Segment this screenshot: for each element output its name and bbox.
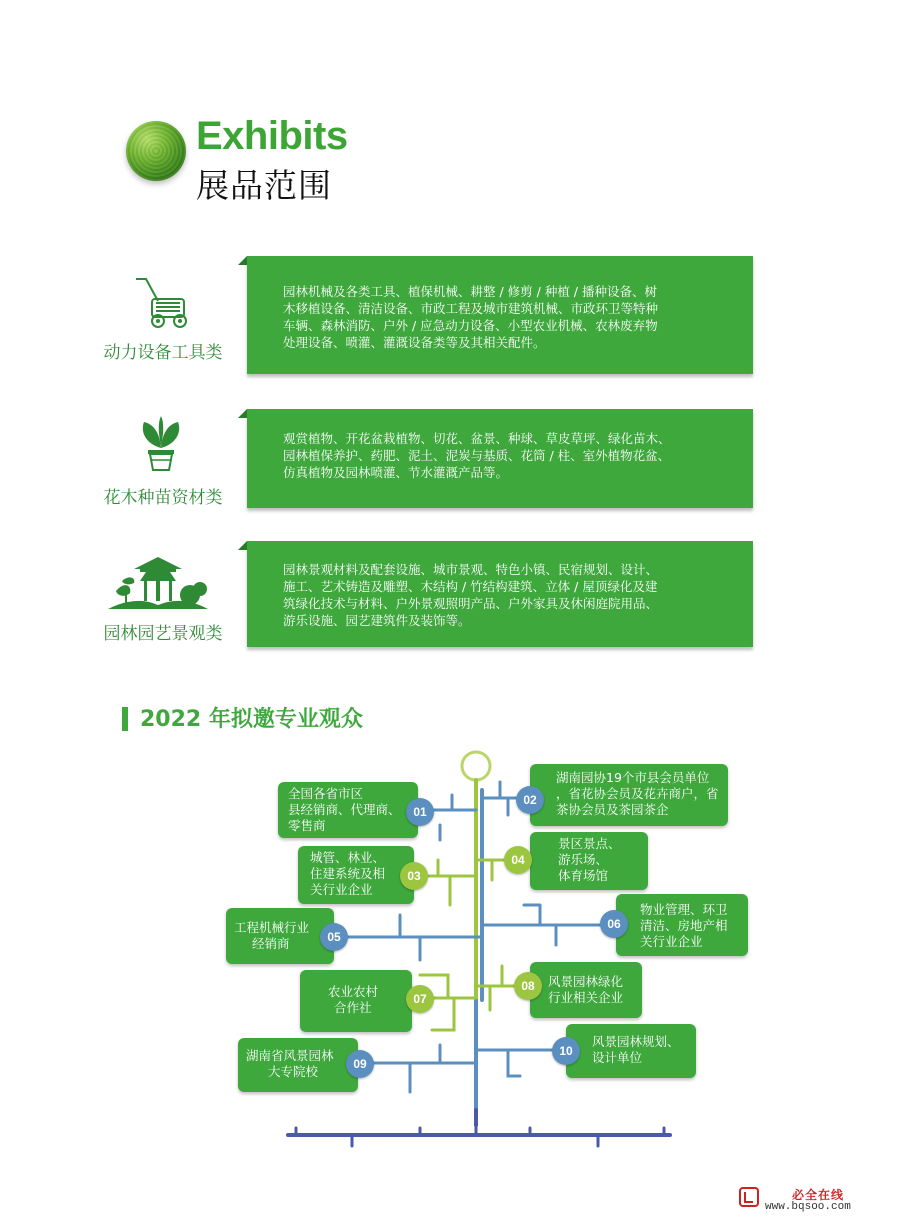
watermark-logo-icon bbox=[738, 1186, 760, 1208]
audience-node-09 bbox=[238, 1038, 358, 1092]
text-line: 园林景观材料及配套设施、城市景观、特色小镇、民宿规划、设计、 bbox=[283, 562, 659, 577]
text-line: 木移植设备、清洁设备、市政工程及城市建筑机械、市政环卫等特种 bbox=[283, 301, 659, 316]
node-text: 物业管理、环卫 bbox=[640, 902, 728, 917]
section-title-audience: 2022 年拟邀专业观众 bbox=[140, 707, 363, 732]
node-text: 关行业企业 bbox=[640, 934, 703, 949]
audience-node-05 bbox=[226, 908, 334, 964]
node-text: 农业农村 bbox=[328, 984, 379, 999]
audience-node-02 bbox=[530, 764, 728, 826]
text-line: 施工、艺术铸造及雕塑、木结构 / 竹结构建筑、立体 / 屋顶绿化及建 bbox=[283, 579, 658, 594]
node-number-01: 01 bbox=[406, 798, 434, 826]
text-line: 观赏植物、开花盆栽植物、切花、盆景、种球、草皮草坪、绿化苗木、 bbox=[283, 431, 671, 446]
node-text: 茶协会员及茶园茶企 bbox=[556, 802, 669, 817]
node-text: 经销商 bbox=[252, 936, 290, 951]
text-line: 处理设备、喷灌、灌溉设备类等及其相关配件。 bbox=[283, 335, 546, 350]
node-text: 县经销商、代理商、 bbox=[288, 802, 401, 817]
node-text: 行业相关企业 bbox=[548, 990, 624, 1005]
audience-node-03 bbox=[298, 846, 414, 904]
node-text: 城管、林业、 bbox=[310, 850, 386, 865]
audience-node-08 bbox=[530, 962, 642, 1018]
node-number-08: 08 bbox=[514, 972, 542, 1000]
text-line: 游乐设施、园艺建筑件及装饰等。 bbox=[283, 613, 471, 628]
text-line: 车辆、森林消防、户外 / 应急动力设备、小型农业机械、农林废弃物 bbox=[283, 318, 658, 333]
text-line: 筑绿化技术与材料、户外景观照明产品、户外家具及休闲庭院用品、 bbox=[283, 596, 659, 611]
node-text: ，省花协会员及花卉商户，省 bbox=[556, 786, 719, 801]
node-text: 游乐场、 bbox=[558, 852, 609, 867]
node-text: 湖南园协19个市县会员单位 bbox=[556, 770, 710, 785]
text-line: 园林机械及各类工具、植保机械、耕整 / 修剪 / 种植 / 播种设备、树 bbox=[283, 284, 657, 299]
node-number-04: 04 bbox=[504, 846, 532, 874]
watermark-url: www.bqsoo.com bbox=[765, 1201, 851, 1213]
node-text: 风景园林规划、 bbox=[592, 1034, 680, 1049]
audience-node-06 bbox=[616, 894, 748, 956]
audience-node-01 bbox=[278, 782, 418, 838]
node-text: 湖南省风景园林 bbox=[246, 1048, 334, 1063]
node-number-06: 06 bbox=[600, 910, 628, 938]
node-number-05: 05 bbox=[320, 923, 348, 951]
node-text: 设计单位 bbox=[592, 1050, 643, 1065]
node-text: 全国各省市区 bbox=[288, 786, 364, 801]
text-line: 园林植保养护、药肥、泥土、泥炭与基质、花筒 / 柱、室外植物花盆、 bbox=[283, 448, 671, 463]
text-line: 仿真植物及园林喷灌、节水灌溉产品等。 bbox=[283, 465, 509, 480]
node-text: 关行业企业 bbox=[310, 882, 373, 897]
node-text: 清洁、房地产相 bbox=[640, 918, 728, 933]
page-title-en: Exhibits bbox=[196, 114, 348, 158]
page-title-cn: 展品范围 bbox=[196, 166, 332, 205]
category-label-plants: 花木种苗资材类 bbox=[103, 488, 223, 508]
category-label-power: 动力设备工具类 bbox=[103, 343, 223, 363]
category-label-landscape: 园林园艺景观类 bbox=[103, 624, 223, 644]
node-number-10: 10 bbox=[552, 1037, 580, 1065]
node-text: 住建系统及相 bbox=[310, 866, 386, 881]
audience-node-10 bbox=[566, 1024, 696, 1078]
node-number-02: 02 bbox=[516, 786, 544, 814]
node-text: 零售商 bbox=[288, 818, 326, 833]
audience-node-04 bbox=[530, 832, 648, 890]
node-number-09: 09 bbox=[346, 1050, 374, 1078]
audience-node-07 bbox=[300, 970, 412, 1032]
node-text: 合作社 bbox=[334, 1000, 372, 1015]
node-text: 风景园林绿化 bbox=[548, 974, 624, 989]
node-number-07: 07 bbox=[406, 985, 434, 1013]
node-text: 体育场馆 bbox=[558, 868, 609, 883]
node-text: 大专院校 bbox=[268, 1064, 319, 1079]
node-text: 景区景点、 bbox=[558, 836, 621, 851]
node-text: 工程机械行业 bbox=[234, 920, 310, 935]
watermark-name: 必全在线 bbox=[792, 1188, 845, 1202]
node-number-03: 03 bbox=[400, 862, 428, 890]
